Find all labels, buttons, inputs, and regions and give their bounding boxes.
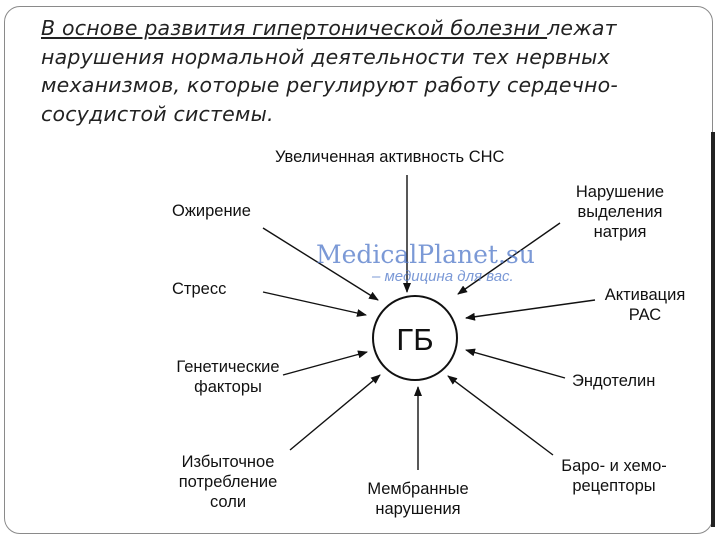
- factor-obesity: Ожирение: [172, 202, 251, 220]
- factor-sodium: Нарушение выделения натрия: [575, 183, 665, 241]
- arrow-baro: [448, 376, 553, 455]
- arrow-salt: [290, 375, 380, 450]
- arrow-stress: [263, 292, 366, 315]
- factor-stress: Стресс: [172, 280, 227, 298]
- intro-rest: лежат нарушения нормальной деятельности тех нервных механизмов, которые регулируют работу сердечно-сосудистой системы.: [41, 16, 618, 126]
- watermark-site: MedicalPlanet.su: [316, 240, 535, 269]
- arrow-ras: [466, 300, 595, 318]
- arrow-endothelin: [466, 350, 565, 378]
- arrow-genetic: [283, 352, 367, 375]
- factor-membrane: Мембранные нарушения: [367, 480, 469, 518]
- hub-label: ГБ: [396, 322, 434, 357]
- factor-endothelin: Эндотелин: [572, 372, 656, 390]
- factor-ras: Активация РАС: [604, 286, 686, 324]
- factor-sns: Увеличенная активность СНС: [275, 148, 505, 166]
- factor-genetic: Генетические факторы: [176, 358, 280, 396]
- factor-baro: Баро- и хемо- рецепторы: [561, 457, 667, 495]
- watermark-tagline: – медицина для вас.: [372, 268, 514, 285]
- factor-salt: Избыточное потребление соли: [178, 453, 278, 511]
- intro-lead: В основе развития гипертонической болезни: [41, 16, 548, 40]
